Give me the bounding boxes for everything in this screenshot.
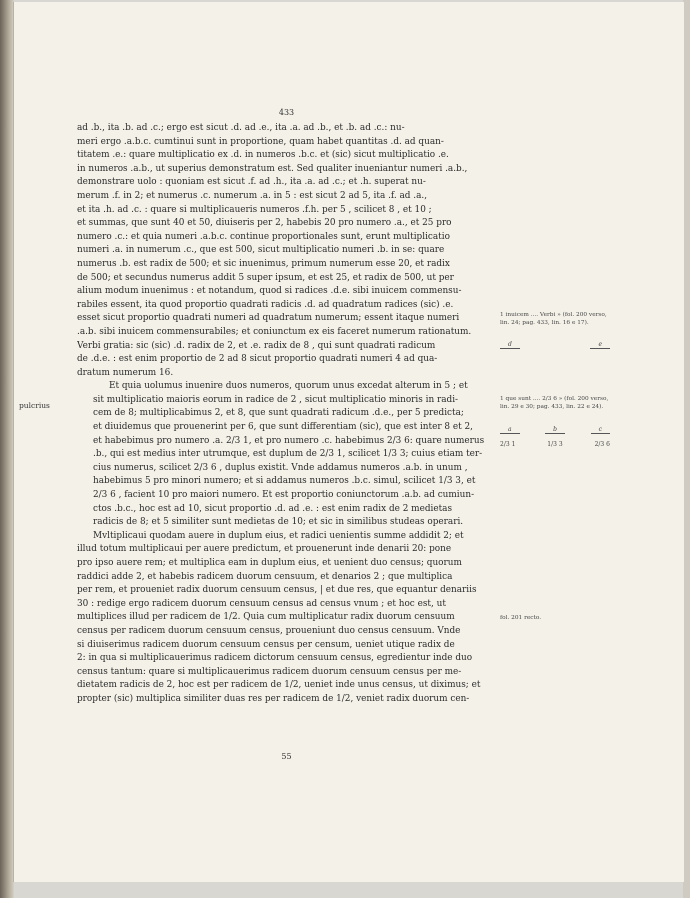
margin-label: pulcrius (19, 401, 50, 410)
text-line: de .d.e. : est enim proportio de 2 ad 8 sicut proportio quadrati numeri 4 ad qua- (77, 354, 438, 365)
text-line: illud totum multiplicaui per auere predictum, et prouenerunt inde denarii 20: pone (77, 544, 452, 555)
text-line: habebimus 5 pro minori numero; et si addamus numeros .b.c. simul, scilicet 1/3 3, et (93, 476, 476, 487)
text-line: merum .f. in 2; et numerus .c. numerum .a. in 5 : est sicut 2 ad 5, ita .f. ad .a., (77, 190, 428, 201)
text-line: alium modum inuenimus : et notandum, quod si radices .d.e. sibi inuicem commensu- (77, 286, 462, 297)
text-line: Mvltiplicaui quodam auere in duplum eius, et radici uenientis summe addidit 2; et (93, 530, 464, 541)
value-a: 2/3 1 (500, 441, 516, 448)
text-line: propter (sic) multiplica similiter duas res per radicem de 1/2, veniet radix duorum cen- (77, 693, 470, 704)
text-line: et summas, que sunt 40 et 50, diuiseris per 2, habebis 20 pro numero .a., et 25 pro (77, 218, 452, 229)
paragraph-1 (77, 122, 502, 380)
text-line: et diuidemus que prouenerint per 6, que sunt differentiam (sic), que est inter 8 et 2, (93, 422, 473, 433)
text-line: 30 : redige ergo radicem duorum censuum census ad census vnum ; et hoc est, ut (77, 598, 446, 609)
note1-labels (500, 341, 610, 349)
text-line: 2: in qua si multiplicauerimus radicem dictorum censuum census, egredientur inde duo (77, 653, 473, 664)
text-line: dietatem radicis de 2, hoc est per radicem de 1/2, ueniet inde unus census, ut diximus; et (77, 680, 481, 691)
note2-labels (500, 426, 610, 434)
note2-values (500, 441, 610, 448)
label-a: a (500, 426, 520, 434)
text-line: pro ipso auere rem; et multiplica eam in duplum eius, et uenient duo census; quorum (77, 558, 462, 568)
label-b: b (545, 426, 565, 434)
text-line: multiplices illud per radicem de 1/2. Quia cum multiplicatur radix duorum censuum (77, 612, 455, 623)
text-line: Verbi gratia: sic (sic) .d. radix de 2, et .e. radix de 8 , qui sunt quadrati radicum (77, 340, 436, 351)
text-line: meri ergo .a.b.c. cumtinui sunt in proportione, quam habet quantitas .d. ad quan- (77, 136, 444, 147)
text-line: cem de 8; multiplicabimus 2, et 8, que sunt quadrati radicum .d.e., per 5 predicta; (93, 408, 464, 419)
text-line: et habebimus pro numero .a. 2/3 1, et pro numero .c. habebimus 2/3 6: quare numerus (93, 435, 485, 446)
text-line: cius numerus, scilicet 2/3 6 , duplus existit. Vnde addamus numeros .a.b. in unum , (93, 462, 468, 473)
text-line: demonstrare uolo : quoniam est sicut .f. ad .h., ita .a. ad .c.; et .h. superat nu- (77, 177, 426, 188)
label-e: e (590, 341, 610, 349)
text-line: esset sicut proportio quadrati numeri ad quadratum numerum; essent itaque numeri (77, 313, 460, 324)
text-line: ad .b., ita .b. ad .c.; ergo est sicut .d. ad .e., ita .a. ad .b., et .b. ad .c.: nu- (77, 123, 405, 133)
text-line: numeri .a. in numerum .c., que est 500, sicut multiplicatio numeri .b. in se: quare (77, 245, 445, 256)
text-line: Et quia uolumus inuenire duos numeros, quorum unus excedat alterum in 5 ; et (109, 381, 468, 392)
text-line: 2/3 6 , facient 10 pro maiori numero. Et est proportio coniunctorum .a.b. ad cumiun- (93, 490, 475, 501)
label-c: c (591, 426, 610, 434)
value-c: 2/3 6 (594, 441, 610, 448)
text-line: .b., qui est medius inter utrumque, est duplum de 2/3 1, scilicet 1/3 3; cuius etiam ter- (93, 449, 483, 460)
text-line: census tantum: quare si multiplicauerimus radicem duorum censuum census per me- (77, 666, 462, 677)
text-line: de 500; et secundus numerus addit 5 super ipsum, et est 25, et radix de 500, ut per (77, 272, 454, 283)
text-line: numero .c.: et quia numeri .a.b.c. continue proportionales sunt, erunt multiplicatio (77, 231, 450, 242)
book-spine (0, 0, 14, 898)
paragraph-2 (77, 380, 502, 530)
text-line: per rem, et proueniet radix duorum censuum census, | et due res, que equantur denariis (77, 585, 477, 596)
text-line: sit multiplicatio maioris eorum in radice de 2 , sicut multiplicatio minoris in radi- (93, 394, 459, 405)
page-edge (683, 0, 690, 898)
text-line: radicis de 8; et 5 similiter sunt medietas de 10; et sic in similibus studeas operari. (93, 517, 464, 528)
text-line: dratum numerum 16. (77, 367, 174, 378)
text-line: rabiles essent, ita quod proportio quadrati radicis .d. ad quadratum radices (sic) .e. (77, 299, 454, 310)
text-line: ctos .b.c., hoc est ad 10, sicut proportio .d. ad .e. : est enim radix de 2 medietas (93, 503, 453, 514)
text-line: si diuiserimus radicem duorum censuum census per censum, ueniet utique radix de (77, 639, 455, 650)
text-line: census per radicem duorum censuum census, proueniunt duo census censuum. Vnde (77, 625, 461, 636)
text-line: .a.b. sibi inuicem commensurabiles; et coniunctum ex eis faceret numerum rationatum. (77, 326, 472, 337)
text-line: titatem .e.: quare multiplicatio ex .d. in numeros .b.c. et (sic) sicut multiplicatio .e. (77, 150, 449, 161)
text-line: in numeros .a.b., ut superius demonstratum est. Sed qualiter inueniantur numeri .a.b., (77, 163, 468, 174)
page-number-bottom: 55 (281, 752, 292, 761)
paragraph-3 (77, 530, 502, 707)
label-d: d (500, 341, 520, 349)
main-text (77, 122, 502, 707)
text-line: raddici adde 2, et habebis radicem duorum censuum, et denarios 2 ; que multiplica (77, 571, 453, 582)
page-number-top: 433 (278, 108, 295, 117)
footnote-1: 1 inuicem .... Verbi » (fol. 200 verso, lin. 24; pag. 433, lin. 16 e 17). (500, 312, 607, 326)
footnote-3: fol. 201 recto. (500, 615, 542, 621)
value-b: 1/3 3 (547, 441, 563, 448)
text-line: et ita .h. ad .c. : quare si multiplicaueris numeros .f.h. per 5 , scilicet 8 , et 10 ; (77, 204, 432, 215)
text-line: numerus .b. est radix de 500; et sic inuenimus, primum numerum esse 20, et radix (77, 258, 450, 269)
footnote-2: 1 que sunt .... 2/3 6 » (fol. 200 verso, lin. 29 e 30; pag. 433, lin. 22 e 24). (500, 396, 609, 410)
